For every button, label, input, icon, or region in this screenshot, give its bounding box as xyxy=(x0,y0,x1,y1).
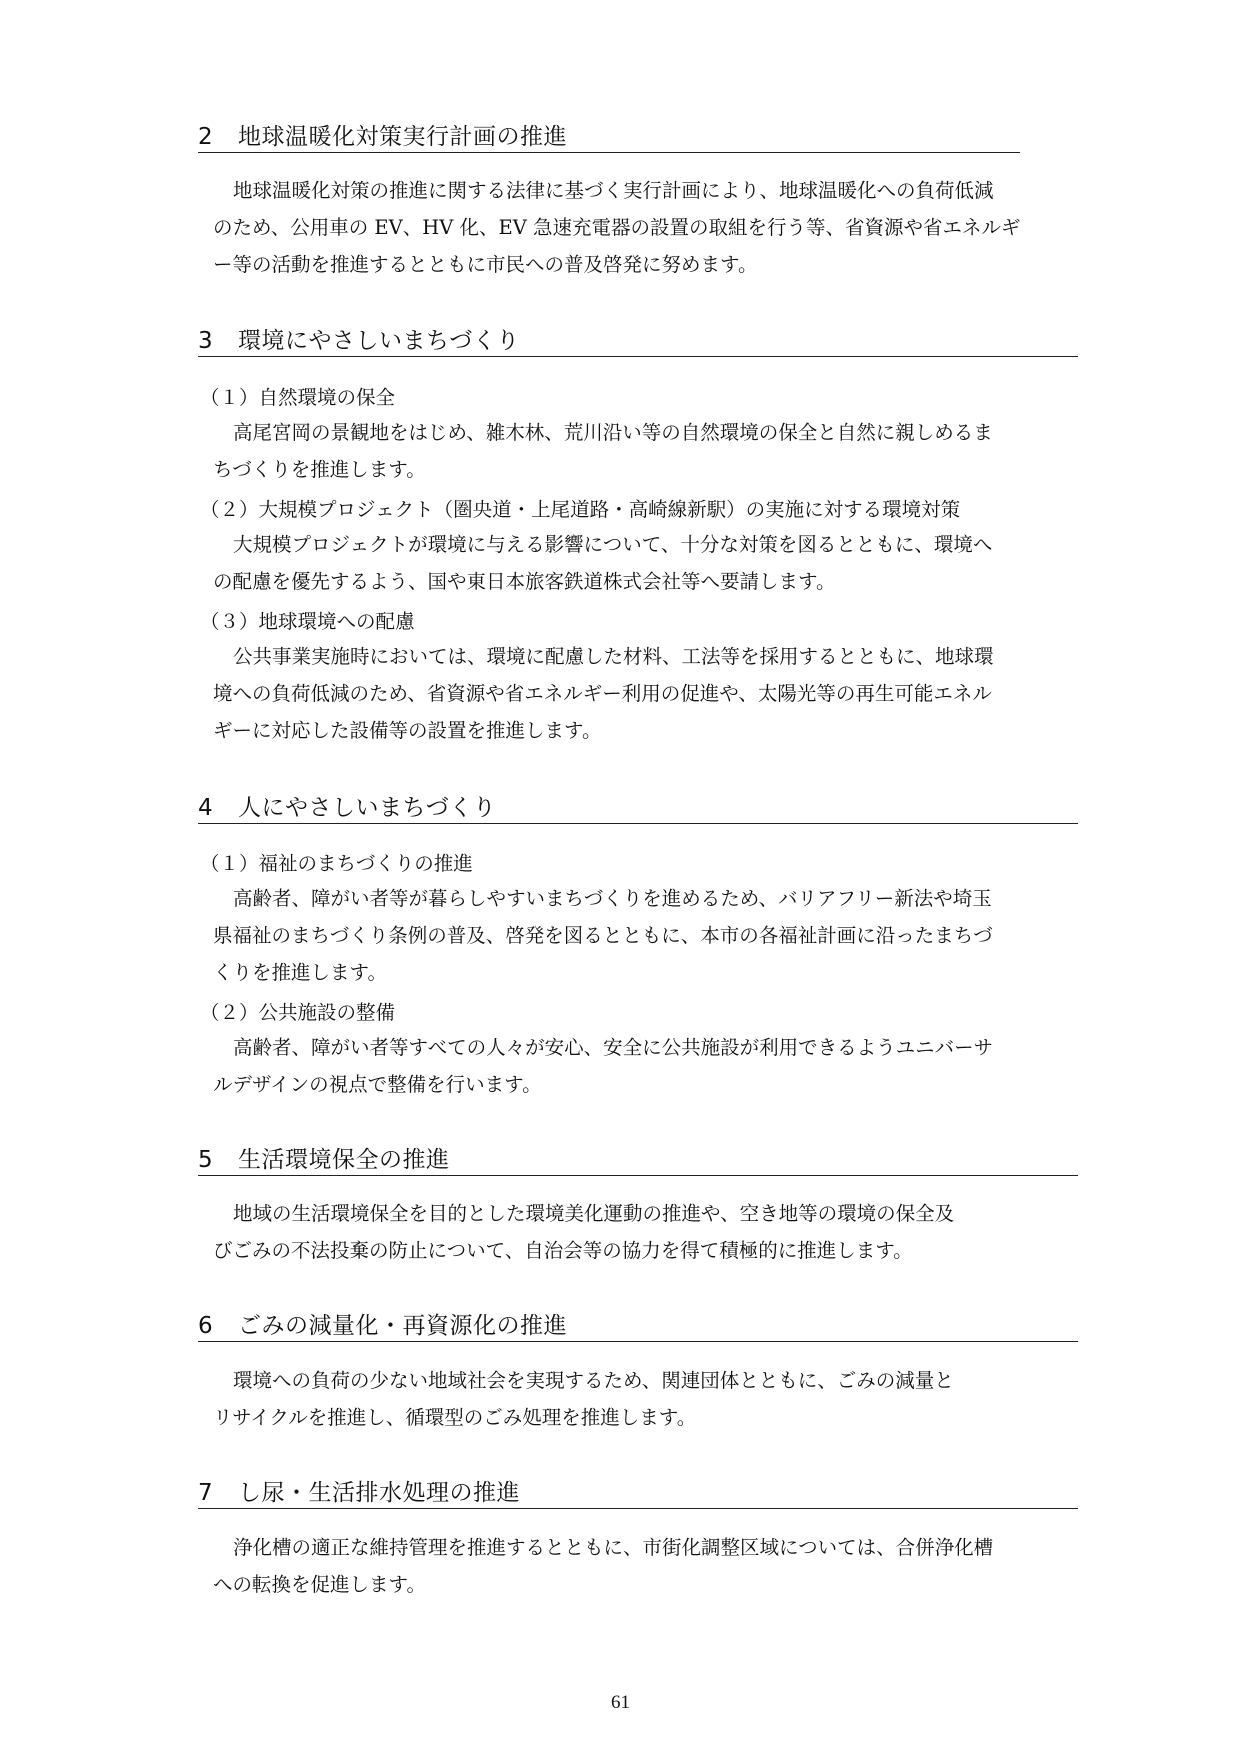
paragraph-line: ギーに対応した設備等の設置を推進します。 xyxy=(213,719,602,742)
paragraph-line: 地球温暖化対策の推進に関する法律に基づく実行計画により、地球温暖化への負荷低減 xyxy=(233,179,994,202)
paragraph-line: 公共事業実施時においては、環境に配慮した材料、工法等を採用するとともに、地球環 xyxy=(233,645,994,668)
section-number: 3 xyxy=(198,328,214,354)
paragraph-line: 境への負荷低減のため、省資源や省エネルギー利用の促進や、太陽光等の再生可能エネル xyxy=(213,682,992,705)
section-title: 地球温暖化対策実行計画の推進 xyxy=(238,124,567,150)
subsection-paragraph xyxy=(213,638,994,749)
subsection-paragraph xyxy=(213,1029,993,1103)
paragraph-line: 県福祉のまちづくり条例の普及、啓発を図るとともに、本市の各福祉計画に沿ったまちづ xyxy=(213,924,993,947)
section-heading-5 xyxy=(198,1145,1078,1176)
paragraph-line: リサイクルを推進し、循環型のごみ処理を推進します。 xyxy=(213,1406,697,1429)
paragraph-line: 高尾宮岡の景観地をはじめ、雑木林、荒川沿い等の自然環境の保全と自然に親しめるま xyxy=(233,421,993,444)
section-title: 人にやさしいまちづくり xyxy=(238,795,497,821)
paragraph-line: への転換を促進します。 xyxy=(213,1573,426,1596)
section-title: し尿・生活排水処理の推進 xyxy=(238,1480,520,1506)
section-number: 5 xyxy=(198,1147,214,1173)
section-heading-6 xyxy=(198,1311,1078,1342)
section-title: 生活環境保全の推進 xyxy=(238,1147,450,1173)
subsection-paragraph xyxy=(213,526,992,600)
subsection-heading: （１）福祉のまちづくりの推進 xyxy=(200,852,473,875)
paragraph-line: 浄化槽の適正な維持管理を推進するとともに、市街化調整区域については、合併浄化槽 xyxy=(233,1536,994,1559)
subsection-paragraph xyxy=(213,880,993,991)
page-number: 61 xyxy=(611,1692,630,1713)
paragraph-line: の配慮を優先するよう、国や東日本旅客鉄道株式会社等へ要請します。 xyxy=(213,570,836,593)
section-heading-2 xyxy=(198,122,1020,153)
section-5-paragraph xyxy=(213,1195,954,1269)
paragraph-line: くりを推進します。 xyxy=(213,961,387,984)
section-2-paragraph xyxy=(213,172,1021,283)
paragraph-line: 環境への負荷の少ない地域社会を実現するため、関連団体とともに、ごみの減量と xyxy=(233,1369,954,1392)
section-number: 6 xyxy=(198,1313,214,1339)
paragraph-line: ー等の活動を推進するとともに市民への普及啓発に努めます。 xyxy=(213,253,758,276)
paragraph-line: びごみの不法投棄の防止について、自治会等の協力を得て積極的に推進します。 xyxy=(213,1239,913,1262)
section-number: 2 xyxy=(198,124,214,150)
subsection-heading: （１）自然環境の保全 xyxy=(200,386,396,409)
section-heading-3 xyxy=(198,326,1078,357)
section-number: 4 xyxy=(198,795,214,821)
subsection-paragraph xyxy=(213,414,993,488)
section-heading-4 xyxy=(198,793,1078,824)
section-heading-7 xyxy=(198,1478,1078,1509)
section-7-paragraph xyxy=(213,1529,993,1603)
section-number: 7 xyxy=(198,1480,214,1506)
section-title: 環境にやさしいまちづくり xyxy=(238,328,520,354)
paragraph-line: のため、公用車の EV、HV 化、EV 急速充電器の設置の取組を行う等、省資源や省エネルギ xyxy=(213,216,1021,239)
section-title: ごみの減量化・再資源化の推進 xyxy=(238,1313,567,1339)
subsection-heading: （３）地球環境への配慮 xyxy=(200,610,415,633)
paragraph-line: ちづくりを推進します。 xyxy=(213,458,426,481)
subsection-heading: （２）公共施設の整備 xyxy=(200,1001,396,1024)
section-6-paragraph xyxy=(213,1362,954,1436)
subsection-heading: （２）大規模プロジェクト（圏央道・上尾道路・高崎線新駅）の実施に対する環境対策 xyxy=(200,498,961,521)
paragraph-line: 地域の生活環境保全を目的とした環境美化運動の推進や、空き地等の環境の保全及 xyxy=(233,1202,955,1225)
paragraph-line: 高齢者、障がい者等すべての人々が安心、安全に公共施設が利用できるようユニバーサ xyxy=(233,1036,994,1059)
paragraph-line: 大規模プロジェクトが環境に与える影響について、十分な対策を図るとともに、環境へ xyxy=(233,533,993,556)
paragraph-line: ルデザインの視点で整備を行います。 xyxy=(213,1073,542,1096)
paragraph-line: 高齢者、障がい者等が暮らしやすいまちづくりを進めるため、バリアフリー新法や埼玉 xyxy=(233,887,992,910)
